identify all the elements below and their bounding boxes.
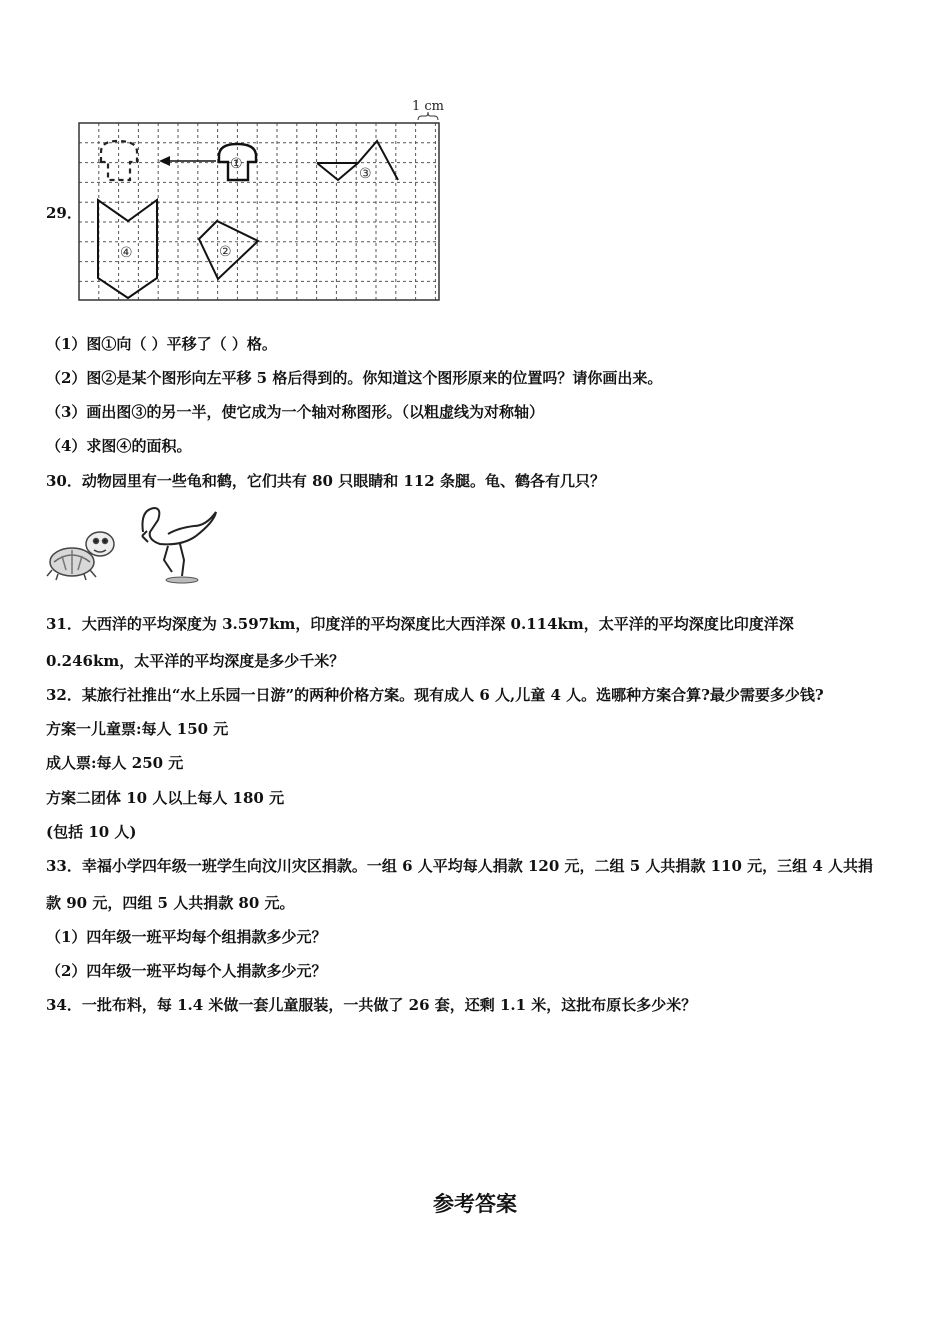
shape-4-label: ④ [120,245,133,261]
shape-1-label: ① [230,156,243,172]
question-32-plan-2: 方案二团体 10 人以上每人 180 元 [46,789,285,807]
question-29-number: 29． [46,204,82,222]
turtle-and-crane-illustration [44,500,234,590]
shape-3-half-figure [317,141,398,180]
question-29-part-3: （3）画出图③的另一半，使它成为一个轴对称图形。（以粗虚线为对称轴） [46,403,544,421]
shape-3-label: ③ [359,166,372,182]
question-29-part-4: （4）求图④的面积。 [46,437,192,455]
question-33-part-2: （2）四年级一班平均每个人捐款多少元？ [46,962,327,980]
scale-label: 1 cm [412,99,445,114]
grid-lines [79,123,439,300]
crane-icon [142,508,216,583]
question-30-text: 30．动物园里有一些龟和鹤，它们共有 80 只眼睛和 112 条腿。龟、鹤各有几只？ [46,472,605,490]
arrow-head-icon [159,156,170,166]
question-32-text: 32．某旅行社推出“水上乐园一日游”的两种价格方案。现有成人 6 人,儿童 4 人。选哪种方案合算?最少需要多少钱? [46,686,824,704]
question-31-line-2: 0.246km，太平洋的平均深度是多少千米？ [46,652,345,670]
question-33-part-1: （1）四年级一班平均每个组捐款多少元？ [46,928,327,946]
shape-2-label: ② [219,244,232,260]
question-32-plan-1-adult: 成人票:每人 250 元 [46,754,184,772]
question-32-plan-1-child: 方案一儿童票:每人 150 元 [46,720,229,738]
question-29-part-1: （1）图①向（ ）平移了（ ）格。 [46,335,277,353]
answer-section-title: 参考答案 [433,1191,517,1216]
question-31-line-1: 31．大西洋的平均深度为 3.597km，印度洋的平均深度比大西洋深 0.114km，太平洋的平均深度比印度洋深 [46,615,794,633]
grid-border [79,123,439,300]
question-33-line-1: 33．幸福小学四年级一班学生向汶川灾区捐款。一组 6 人平均每人捐款 120 元，二组 5 人共捐款 110 元，三组 4 人共捐 [46,857,874,875]
question-33-line-2: 款 90 元，四组 5 人共捐款 80 元。 [46,894,295,912]
question-29-part-2: （2）图②是某个图形向左平移 5 格后得到的。你知道这个图形原来的位置吗？请你画出来。 [46,369,663,387]
question-32-plan-2-note: (包括 10 人) [46,823,137,841]
turtle-icon [47,532,114,580]
translation-grid-figure [60,96,450,306]
question-34-text: 34．一批布料，每 1.4 米做一套儿童服装，一共做了 26 套，还剩 1.1 米，这批布原长多少米？ [46,996,697,1014]
